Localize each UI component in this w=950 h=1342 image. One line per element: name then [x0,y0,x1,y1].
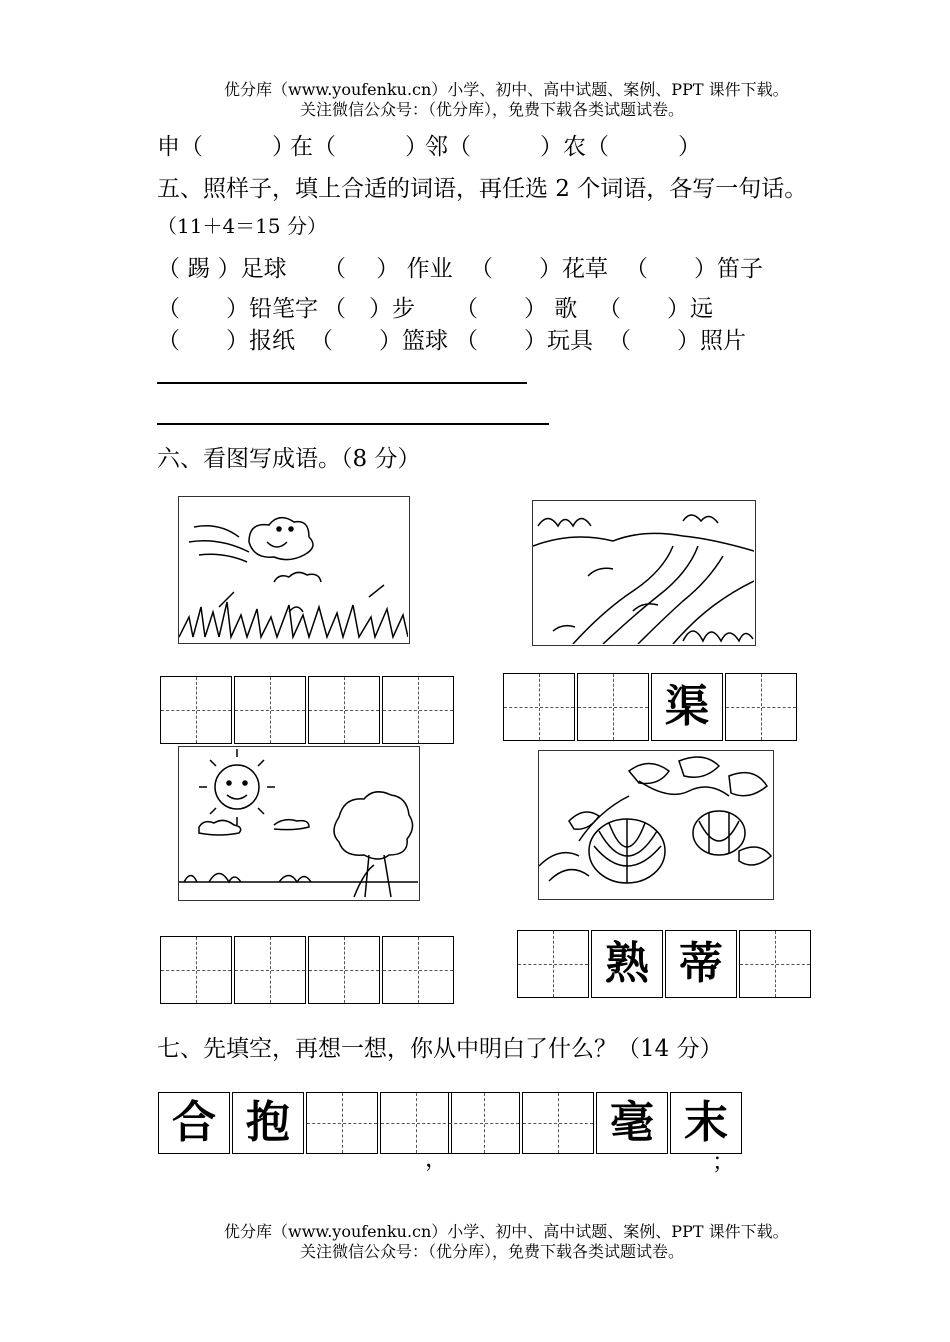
fill-item-lin: 邻（ ） [425,134,563,160]
footer-line-1: 优分库（www.youfenku.cn）小学、初中、高中试题、案例、PPT 课件下载。 [224,1222,789,1241]
given-char: 蒂 [679,938,723,989]
answer-cell[interactable] [503,673,575,741]
answer-cell[interactable] [382,676,454,744]
answer-cell[interactable] [522,1092,594,1154]
word-fill: （ ）步 [323,296,415,322]
header-line-1: 优分库（www.youfenku.cn）小学、初中、高中试题、案例、PPT 课件下载。 [224,80,789,99]
word-fill: （ ）笛子 [625,256,763,282]
given-char: 合 [172,1097,216,1148]
idiom-grid-e [158,1092,454,1154]
word-fill: （ ）报纸 [157,328,295,354]
answer-cell[interactable] [234,676,306,744]
idiom-grid-a [160,676,456,744]
idiom-grid-f [448,1092,744,1154]
answer-cell[interactable] [448,1092,520,1154]
given-char-cell [232,1092,304,1154]
given-char: 末 [684,1097,728,1148]
wind-grass-picture [178,496,410,644]
separator-semicolon: ； [712,1149,735,1175]
given-char-cell [158,1092,230,1154]
given-char-cell [591,930,663,998]
word-fill: （ 踢 ）足球 [157,256,287,282]
given-char: 抱 [246,1097,290,1148]
answer-cell[interactable] [308,676,380,744]
answer-cell[interactable] [308,936,380,1004]
word-fill: （ ）篮球 [310,328,448,354]
word-fill: （ ）玩具 [455,328,593,354]
answer-cell[interactable] [739,930,811,998]
answer-cell[interactable] [725,673,797,741]
answer-cell[interactable] [517,930,589,998]
melon-picture [538,750,774,900]
section5-score: （11＋4＝15 分） [157,214,327,238]
given-char-cell [665,930,737,998]
word-fill: （ ）铅笔字 [157,296,318,322]
word-fill: （ ） 作业 [323,256,453,282]
answer-line[interactable] [157,382,527,384]
sun-tree-picture [178,746,420,901]
given-char: 毫 [610,1097,654,1148]
word-fill: （ ）花草 [470,256,608,282]
answer-cell[interactable] [234,936,306,1004]
answer-cell[interactable] [382,936,454,1004]
word-fill: （ ）照片 [608,328,746,354]
fill-item-shen: 申（ ） [157,134,295,160]
fill-item-zai: 在（ ） [290,134,428,160]
word-fill: （ ）远 [598,296,713,322]
footer-line-2: 关注微信公众号：（优分库），免费下载各类试题试卷。 [300,1242,685,1261]
answer-cell[interactable] [160,936,232,1004]
word-fill: （ ） 歌 [455,296,578,322]
fill-item-nong: 农（ ） [563,134,701,160]
given-char-cell [651,673,723,741]
idiom-grid-d [517,930,813,998]
section5-title: 五、照样子，填上合适的词语，再任选 2 个词语，各写一句话。 [157,176,808,202]
answer-cell[interactable] [306,1092,378,1154]
header-line-2: 关注微信公众号：（优分库），免费下载各类试题试卷。 [300,100,685,119]
section6-title: 六、看图写成语。（8 分） [157,446,421,472]
given-char: 渠 [665,681,709,732]
given-char: 熟 [605,938,649,989]
answer-cell[interactable] [160,676,232,744]
idiom-grid-b [503,673,799,741]
answer-cell[interactable] [577,673,649,741]
idiom-grid-c [160,936,456,1004]
answer-line[interactable] [157,423,549,425]
separator-comma: ， [425,1146,448,1172]
section7-title: 七、先填空，再想一想，你从中明白了什么？（14 分） [157,1036,723,1062]
river-picture [532,500,756,646]
given-char-cell [596,1092,668,1154]
